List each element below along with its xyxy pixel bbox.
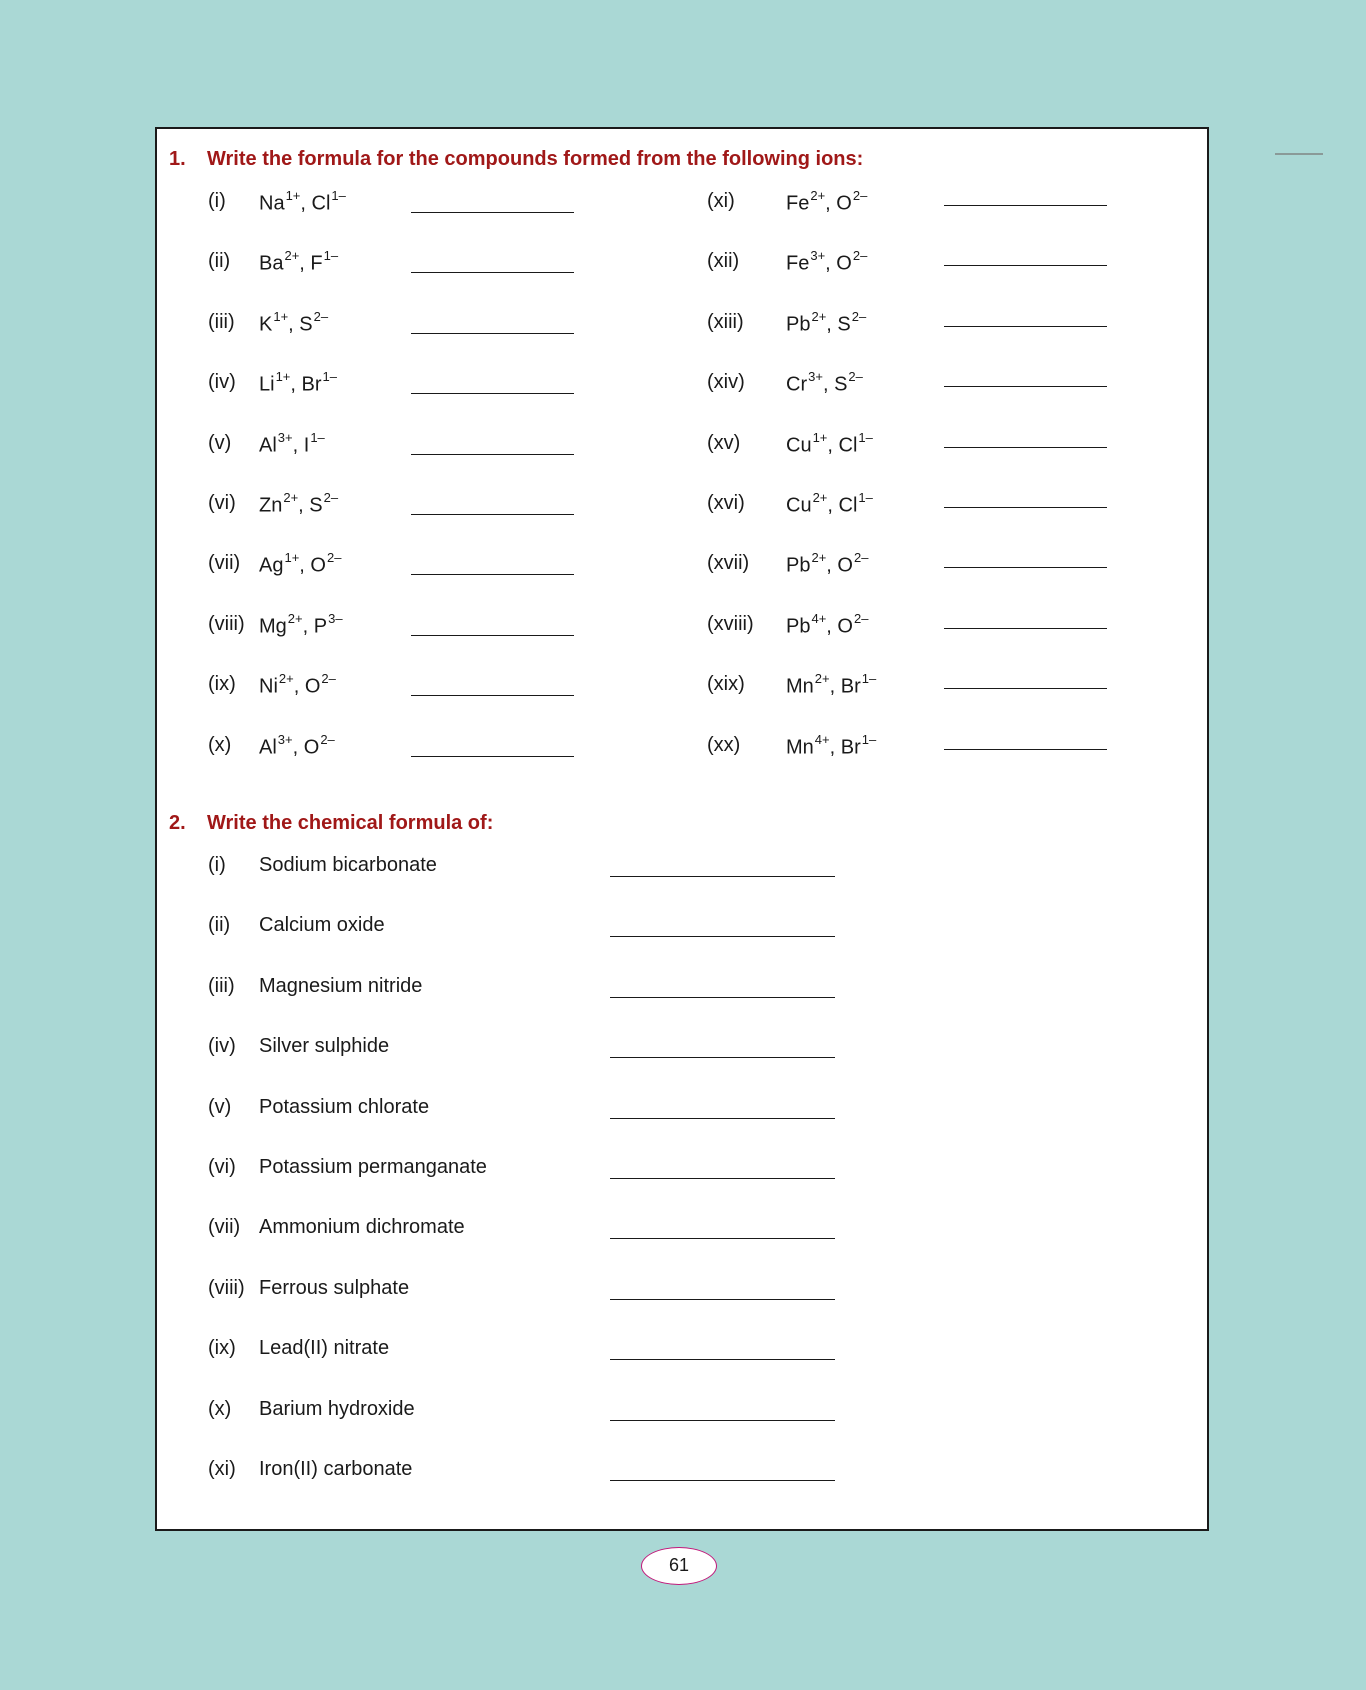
answer-blank[interactable] bbox=[411, 514, 574, 515]
item-number: (viii) bbox=[208, 1276, 245, 1299]
answer-blank[interactable] bbox=[411, 272, 574, 273]
cation-symbol: Mn bbox=[786, 675, 814, 698]
item-number: (vi) bbox=[208, 1156, 236, 1178]
compound-name: Sodium bicarbonate bbox=[259, 854, 437, 876]
question-2-title: Write the chemical formula of: bbox=[207, 812, 494, 834]
ion-pair: $K^{1+}$, $S^{2-}$ bbox=[259, 308, 329, 336]
item-number: (xv) bbox=[707, 431, 741, 454]
answer-blank[interactable] bbox=[610, 1238, 835, 1239]
item-number: (iv) bbox=[208, 371, 236, 394]
item-number: (xix) bbox=[707, 673, 745, 696]
answer-blank[interactable] bbox=[944, 688, 1107, 689]
item-number: (vii) bbox=[208, 552, 241, 575]
anion-symbol: Br bbox=[840, 736, 861, 759]
answer-blank[interactable] bbox=[411, 212, 574, 213]
anion-symbol: O bbox=[310, 555, 326, 578]
item-number: (xi) bbox=[208, 1458, 236, 1480]
answer-blank[interactable] bbox=[944, 507, 1107, 508]
answer-blank[interactable] bbox=[610, 876, 835, 877]
item-number: (viii) bbox=[208, 612, 245, 635]
question-2-heading bbox=[169, 812, 493, 835]
ion-pair: $Pb^{2+}$, $S^{2-}$ bbox=[786, 308, 867, 336]
ion-pair: $Mn^{4+}$, $Br^{1-}$ bbox=[786, 731, 877, 759]
answer-blank[interactable] bbox=[411, 333, 574, 334]
answer-blank[interactable] bbox=[411, 454, 574, 455]
anion-symbol: Br bbox=[301, 373, 322, 396]
question-1-title: Write the formula for the compounds formed from the following ions: bbox=[207, 148, 864, 170]
item-number: (xiii) bbox=[707, 310, 744, 333]
anion-charge: 2– bbox=[321, 671, 336, 687]
anion-symbol: O bbox=[837, 615, 853, 638]
answer-blank[interactable] bbox=[610, 997, 835, 998]
cation-charge: 4+ bbox=[814, 731, 830, 747]
cation-symbol: Mn bbox=[786, 736, 814, 759]
item-number: (iv) bbox=[208, 1035, 236, 1058]
cation-symbol: Pb bbox=[786, 313, 811, 336]
item-number: (i) bbox=[208, 854, 226, 876]
ion-pair: $Mn^{2+}$, $Br^{1-}$ bbox=[786, 671, 877, 698]
anion-charge: 2– bbox=[853, 610, 869, 626]
answer-blank[interactable] bbox=[610, 1057, 835, 1058]
item-number: (ii) bbox=[208, 250, 231, 273]
anion-symbol: Cl bbox=[311, 192, 331, 215]
ion-pair: $Cr^{3+}$, $S^{2-}$ bbox=[786, 369, 863, 396]
cation-charge: 3+ bbox=[277, 429, 293, 445]
ion-pair: $Ba^{2+}$, $F^{1-}$ bbox=[259, 248, 339, 276]
anion-charge: 1– bbox=[861, 731, 877, 747]
cation-symbol: Ag bbox=[259, 555, 284, 578]
compound-name: Potassium chlorate bbox=[259, 1095, 430, 1118]
cation-charge: 2+ bbox=[278, 671, 294, 687]
cation-symbol: Pb bbox=[786, 615, 811, 638]
anion-charge: 2– bbox=[326, 550, 342, 566]
cation-charge: 4+ bbox=[811, 610, 827, 626]
cation-charge: 1+ bbox=[285, 188, 301, 203]
answer-blank[interactable] bbox=[411, 756, 574, 757]
item-number: (vii) bbox=[208, 1216, 241, 1239]
ion-pair: $Fe^{3+}$, $O^{2-}$ bbox=[786, 248, 868, 276]
anion-charge: 2– bbox=[852, 248, 868, 264]
anion-charge: 2– bbox=[320, 731, 335, 747]
anion-symbol: Cl bbox=[838, 434, 858, 457]
cation-charge: 1+ bbox=[812, 429, 828, 445]
item-number: (xvii) bbox=[707, 552, 750, 575]
cation-charge: 3+ bbox=[808, 369, 823, 385]
ion-pair: $Cu^{1+}$, $Cl^{1-}$ bbox=[786, 429, 873, 457]
anion-charge: 2– bbox=[313, 308, 329, 324]
anion-symbol: I bbox=[303, 434, 310, 457]
worksheet-panel bbox=[155, 127, 1209, 1531]
ion-pair: $Ag^{1+}$, $O^{2-}$ bbox=[259, 550, 342, 578]
ion-pair: $Al^{3+}$, $I^{1-}$ bbox=[259, 429, 325, 457]
anion-charge: 1– bbox=[861, 671, 877, 687]
ion-pair: $Al^{3+}$, $O^{2-}$ bbox=[259, 731, 335, 759]
item-number: (xvi) bbox=[707, 492, 745, 514]
answer-blank[interactable] bbox=[610, 1118, 835, 1119]
answer-blank[interactable] bbox=[610, 1299, 835, 1300]
compound-name: Iron(II) carbonate bbox=[259, 1458, 413, 1480]
anion-charge: 2– bbox=[323, 490, 339, 505]
cation-symbol: Cu bbox=[786, 434, 812, 457]
cation-charge: 2+ bbox=[811, 550, 827, 566]
item-number: (xii) bbox=[707, 250, 740, 273]
cation-symbol: Zn bbox=[259, 494, 283, 517]
cation-charge: 1+ bbox=[273, 308, 289, 324]
page-number: 61 bbox=[641, 1547, 717, 1585]
answer-blank[interactable] bbox=[411, 574, 574, 575]
answer-blank[interactable] bbox=[610, 1480, 835, 1481]
ion-pair: $Zn^{2+}$, $S^{2-}$ bbox=[259, 490, 339, 517]
cation-charge: 2+ bbox=[283, 490, 299, 505]
anion-charge: 2– bbox=[853, 550, 869, 566]
anion-symbol: Br bbox=[840, 675, 861, 698]
item-number: (xi) bbox=[707, 190, 735, 212]
cation-charge: 1+ bbox=[275, 369, 291, 385]
ion-pair: $Li^{1+}$, $Br^{1-}$ bbox=[259, 369, 337, 396]
answer-blank[interactable] bbox=[411, 695, 574, 696]
answer-blank[interactable] bbox=[944, 265, 1107, 266]
anion-symbol: O bbox=[836, 253, 852, 276]
cation-symbol: Al bbox=[259, 736, 277, 759]
ion-pair: $Na^{1+}$, $Cl^{1-}$ bbox=[259, 188, 346, 215]
answer-blank[interactable] bbox=[944, 628, 1107, 629]
answer-blank[interactable] bbox=[944, 749, 1107, 750]
cation-symbol: Ni bbox=[259, 675, 278, 698]
cation-symbol: Pb bbox=[786, 555, 811, 578]
anion-charge: 1– bbox=[858, 490, 873, 505]
anion-charge: 1– bbox=[323, 248, 339, 264]
cation-charge: 1+ bbox=[284, 550, 300, 566]
item-number: (xiv) bbox=[707, 371, 745, 394]
answer-blank[interactable] bbox=[411, 635, 574, 636]
ion-pair: $Pb^{2+}$, $O^{2-}$ bbox=[786, 550, 869, 578]
anion-symbol: O bbox=[303, 736, 320, 759]
item-number: (v) bbox=[208, 1095, 232, 1118]
anion-charge: 1– bbox=[310, 429, 325, 445]
anion-symbol: O bbox=[837, 555, 853, 578]
item-number: (ix) bbox=[208, 673, 236, 696]
answer-blank[interactable] bbox=[411, 393, 574, 394]
item-number: (ix) bbox=[208, 1337, 236, 1360]
cation-symbol: K bbox=[259, 313, 273, 336]
item-number: (iii) bbox=[208, 310, 235, 333]
item-number: (x) bbox=[208, 1397, 232, 1420]
cation-charge: 3+ bbox=[810, 248, 826, 264]
cation-charge: 2+ bbox=[811, 308, 827, 324]
cation-symbol: Li bbox=[259, 373, 275, 396]
answer-blank[interactable] bbox=[610, 1420, 835, 1421]
cation-symbol: Ba bbox=[259, 253, 284, 276]
compound-name: Barium hydroxide bbox=[259, 1397, 415, 1420]
ion-pair: $Cu^{2+}$, $Cl^{1-}$ bbox=[786, 490, 873, 517]
item-number: (xviii) bbox=[707, 612, 754, 635]
cation-symbol: Al bbox=[259, 434, 277, 457]
answer-blank[interactable] bbox=[610, 1178, 835, 1179]
compound-name: Ferrous sulphate bbox=[259, 1276, 410, 1299]
cation-charge: 2+ bbox=[287, 610, 303, 626]
compound-name: Ammonium dichromate bbox=[259, 1216, 465, 1239]
cation-symbol: Fe bbox=[786, 192, 810, 215]
ion-pair: $Mg^{2+}$, $P^{3-}$ bbox=[259, 610, 343, 638]
anion-charge: 2– bbox=[852, 188, 868, 203]
anion-symbol: O bbox=[304, 675, 321, 698]
cation-symbol: Na bbox=[259, 192, 285, 215]
cation-symbol: Fe bbox=[786, 253, 810, 276]
anion-symbol: F bbox=[310, 253, 323, 276]
answer-blank[interactable] bbox=[610, 1359, 835, 1360]
anion-charge: 1– bbox=[322, 369, 337, 385]
answer-blank[interactable] bbox=[944, 326, 1107, 327]
compound-name: Calcium oxide bbox=[259, 914, 385, 937]
item-number: (x) bbox=[208, 733, 232, 756]
cation-symbol: Cr bbox=[786, 373, 808, 396]
cation-charge: 2+ bbox=[284, 248, 300, 264]
item-number: (v) bbox=[208, 431, 232, 454]
anion-symbol: S bbox=[309, 494, 323, 517]
answer-blank[interactable] bbox=[610, 936, 835, 937]
item-number: (i) bbox=[208, 190, 226, 212]
answer-blank[interactable] bbox=[944, 205, 1107, 206]
anion-charge: 3– bbox=[328, 610, 343, 626]
anion-charge: 2– bbox=[848, 369, 863, 385]
question-1-number: 1. bbox=[169, 148, 186, 170]
cation-symbol: Mg bbox=[259, 615, 287, 638]
anion-symbol: O bbox=[836, 192, 852, 215]
ion-pair: $Fe^{2+}$, $O^{2-}$ bbox=[786, 188, 868, 215]
cation-charge: 3+ bbox=[277, 731, 293, 747]
cation-charge: 2+ bbox=[812, 490, 828, 505]
cation-charge: 2+ bbox=[814, 671, 830, 687]
item-number: (vi) bbox=[208, 492, 236, 514]
anion-symbol: S bbox=[837, 313, 851, 336]
cation-symbol: Cu bbox=[786, 494, 812, 517]
item-number: (iii) bbox=[208, 974, 235, 997]
cation-charge: 2+ bbox=[810, 188, 826, 203]
answer-blank[interactable] bbox=[944, 447, 1107, 448]
compound-name: Magnesium nitride bbox=[259, 974, 423, 997]
answer-blank[interactable] bbox=[944, 386, 1107, 387]
ion-pair: $Pb^{4+}$, $O^{2-}$ bbox=[786, 610, 869, 638]
item-number: (xx) bbox=[707, 733, 741, 756]
anion-charge: 2– bbox=[851, 308, 867, 324]
anion-symbol: S bbox=[834, 373, 848, 396]
anion-charge: 1– bbox=[858, 429, 873, 445]
compound-name: Lead(II) nitrate bbox=[259, 1337, 390, 1360]
compound-name: Silver sulphide bbox=[259, 1035, 390, 1058]
anion-symbol: P bbox=[313, 615, 328, 638]
answer-blank[interactable] bbox=[944, 567, 1107, 568]
anion-symbol: Cl bbox=[838, 494, 858, 517]
question-2-number: 2. bbox=[169, 812, 186, 834]
compound-name: Potassium permanganate bbox=[259, 1156, 487, 1178]
anion-symbol: S bbox=[299, 313, 313, 336]
ion-pair: $Ni^{2+}$, $O^{2-}$ bbox=[259, 671, 336, 698]
margin-decoration-line bbox=[1275, 153, 1323, 155]
question-1-heading bbox=[169, 148, 863, 171]
item-number: (ii) bbox=[208, 914, 231, 937]
anion-charge: 1– bbox=[331, 188, 346, 203]
